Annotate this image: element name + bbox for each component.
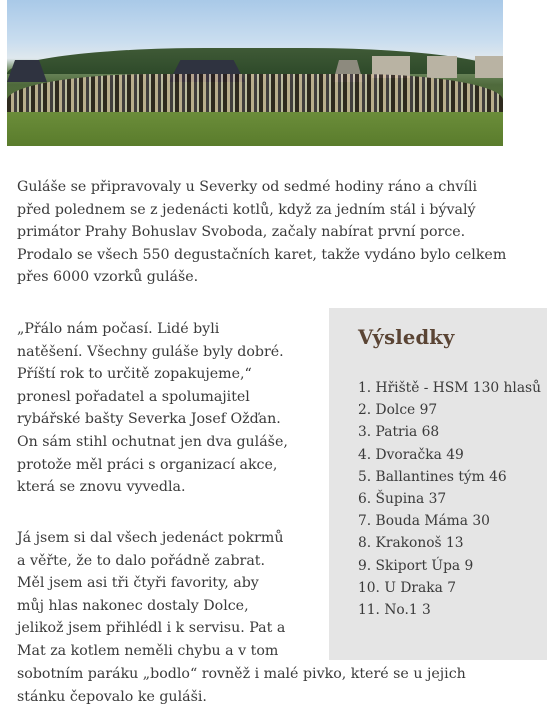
article-paragraph-quote: „Přálo nám počasí. Lidé byli natěšení. Všechny guláše byly dobré. Příští rok to určitě zopakujeme,“ pronesl pořadatel a spolumajitel rybářské bašty Severka Josef Ožďan. On sám stihl ochutnat jen dva guláše, protože měl práci s organizací akce, která se znovu vyvedla.	[17, 321, 288, 496]
results-item: 11. No.1 3	[358, 602, 431, 619]
results-item: 5. Ballantines tým 46	[358, 468, 507, 485]
photo-grass	[7, 112, 503, 146]
results-box	[329, 308, 547, 660]
results-item: 7. Bouda Máma 30	[358, 513, 490, 530]
results-item: 3. Patria 68	[358, 424, 440, 441]
results-item: 2. Dolce 97	[358, 402, 438, 419]
results-item: 9. Skiport Úpa 9	[358, 557, 474, 574]
results-item: 1. Hřiště - HSM 130 hlasů	[358, 380, 542, 396]
photo-building	[427, 56, 457, 78]
results-item: 8. Krakonoš 13	[358, 535, 464, 552]
article-paragraph-3: Já jsem si dal všech jedenáct pokrmů a věřte, že to dalo pořádně zabrat. Měl jsem asi tři čtyři favority, aby můj hlas nakonec dostaly Dolce, jelikož jsem přihlédl i k servisu. Pat a Mat za kotlem neměli chybu a v tom	[17, 530, 286, 659]
article-paragraph-1: Guláše se připravovaly u Severky od sedmé hodiny ráno a chvíli před polednem se z jedenácti kotlů, když za jedním stál i bývalý primátor Prahy Bohuslav Svoboda, začaly nabírat první porce. Prodalo se všech 550 degustačních karet, takže vydáno bylo celkem přes 6000 vzorků guláše.	[17, 179, 507, 286]
results-item: 10. U Draka 7	[358, 579, 456, 596]
results-list	[358, 377, 547, 621]
article-paragraph-3-continued: sobotním paráku „bodlo“ rovněž i malé pivko, které se u jejich stánku čepovalo ke guláši.	[17, 666, 466, 705]
results-item: 6. Šupina 37	[358, 491, 447, 508]
photo-building	[475, 56, 503, 78]
festival-crowd-photo	[7, 0, 503, 146]
results-title: Výsledky	[358, 326, 455, 349]
results-item: 4. Dvoračka 49	[358, 446, 464, 463]
